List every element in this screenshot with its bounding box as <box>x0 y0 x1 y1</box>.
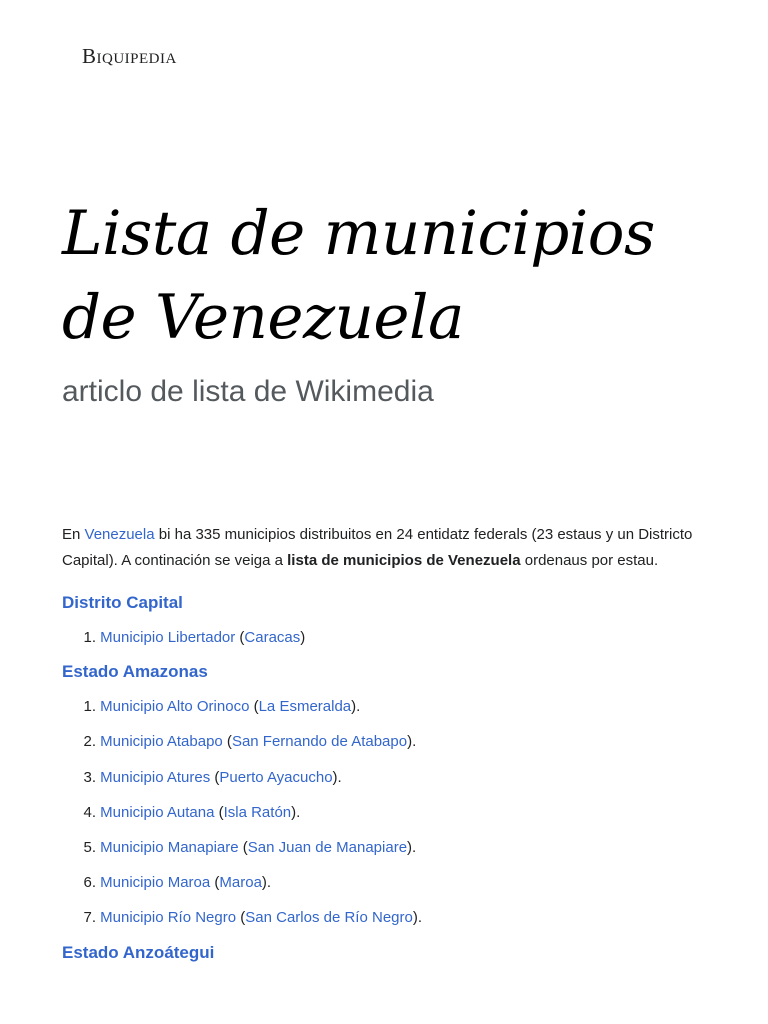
list-item: 1. Municipio Alto Orinoco (La Esmeralda). <box>62 689 712 724</box>
municipio-link[interactable]: Municipio Maroa <box>100 874 211 892</box>
item-end: ). <box>407 733 417 751</box>
site-logo[interactable]: Biquipedia <box>82 44 177 68</box>
capital-link[interactable]: San Carlos de Río Negro <box>245 909 413 927</box>
item-number: 1. <box>83 698 96 716</box>
municipio-link[interactable]: Municipio Atures <box>100 768 211 786</box>
list-item: 5. Municipio Manapiare (San Juan de Manapiare). <box>62 830 712 865</box>
capital-link[interactable]: San Juan de Manapiare <box>247 838 408 856</box>
list-item: 4. Municipio Autana (Isla Ratón). <box>62 795 712 830</box>
capital-link[interactable]: Isla Ratón <box>223 803 292 821</box>
municipio-link[interactable]: Municipio Alto Orinoco <box>100 698 250 716</box>
item-number: 1. <box>83 629 96 646</box>
item-end: ). <box>412 909 423 927</box>
item-number: 7. <box>83 909 96 927</box>
capital-link[interactable]: La Esmeralda <box>258 698 352 716</box>
item-end: ). <box>351 698 361 716</box>
capital-link[interactable]: Maroa <box>219 874 262 892</box>
title-block <box>62 192 722 410</box>
section-heading-amazonas[interactable]: Estado Amazonas <box>62 662 208 682</box>
page-title-line-1: Lista de municipios <box>62 198 655 269</box>
municipio-link[interactable]: Municipio Río Negro <box>100 909 237 927</box>
intro-bold: lista de municipios de Venezuela <box>287 552 521 569</box>
municipio-link[interactable]: Municipio Libertador <box>100 629 236 646</box>
municipio-link[interactable]: Municipio Manapiare <box>100 838 239 856</box>
list-item: 1. Municipio Libertador (Caracas) <box>62 620 712 655</box>
item-end: ). <box>332 768 342 786</box>
page-title-line-2: de Venezuela <box>62 282 464 353</box>
municipio-list <box>62 620 712 655</box>
municipio-list <box>62 689 712 935</box>
intro-prefix: En <box>62 526 85 543</box>
item-end: ) <box>300 629 306 646</box>
item-end: ). <box>407 838 417 856</box>
item-number: 4. <box>83 803 96 821</box>
item-number: 6. <box>83 874 96 892</box>
list-item: 2. Municipio Atabapo (San Fernando de Atabapo). <box>62 724 712 759</box>
section-heading-distrito-capital[interactable]: Distrito Capital <box>62 593 183 612</box>
intro-text: bi ha 335 municipios distribuitos en 24 entidatz federals (23 estaus y un Districto Capital). A continación se veiga a <box>62 526 693 569</box>
section-heading-anzoategui[interactable]: Estado Anzoátegui <box>62 942 215 962</box>
article-content <box>62 522 712 970</box>
list-item: 7. Municipio Río Negro (San Carlos de Río Negro). <box>62 900 712 935</box>
venezuela-link[interactable]: Venezuela <box>84 526 155 543</box>
item-number: 5. <box>83 838 96 856</box>
municipio-link[interactable]: Municipio Autana <box>100 803 215 821</box>
page-title <box>62 192 722 360</box>
item-number: 2. <box>83 733 96 751</box>
site-header <box>82 44 177 69</box>
list-item: 6. Municipio Maroa (Maroa). <box>62 865 712 900</box>
item-end: ). <box>291 803 301 821</box>
item-end: ). <box>261 874 272 892</box>
item-number: 3. <box>83 768 96 786</box>
capital-link[interactable]: Caracas <box>244 629 301 646</box>
municipio-link[interactable]: Municipio Atabapo <box>100 733 223 751</box>
capital-link[interactable]: San Fernando de Atabapo <box>231 733 408 751</box>
list-item: 3. Municipio Atures (Puerto Ayacucho). <box>62 760 712 795</box>
capital-link[interactable]: Puerto Ayacucho <box>219 768 333 786</box>
page-subtitle: articlo de lista de Wikimedia <box>62 375 434 408</box>
intro-text-end: ordenaus por estau. <box>520 552 659 569</box>
intro-paragraph <box>62 522 712 574</box>
